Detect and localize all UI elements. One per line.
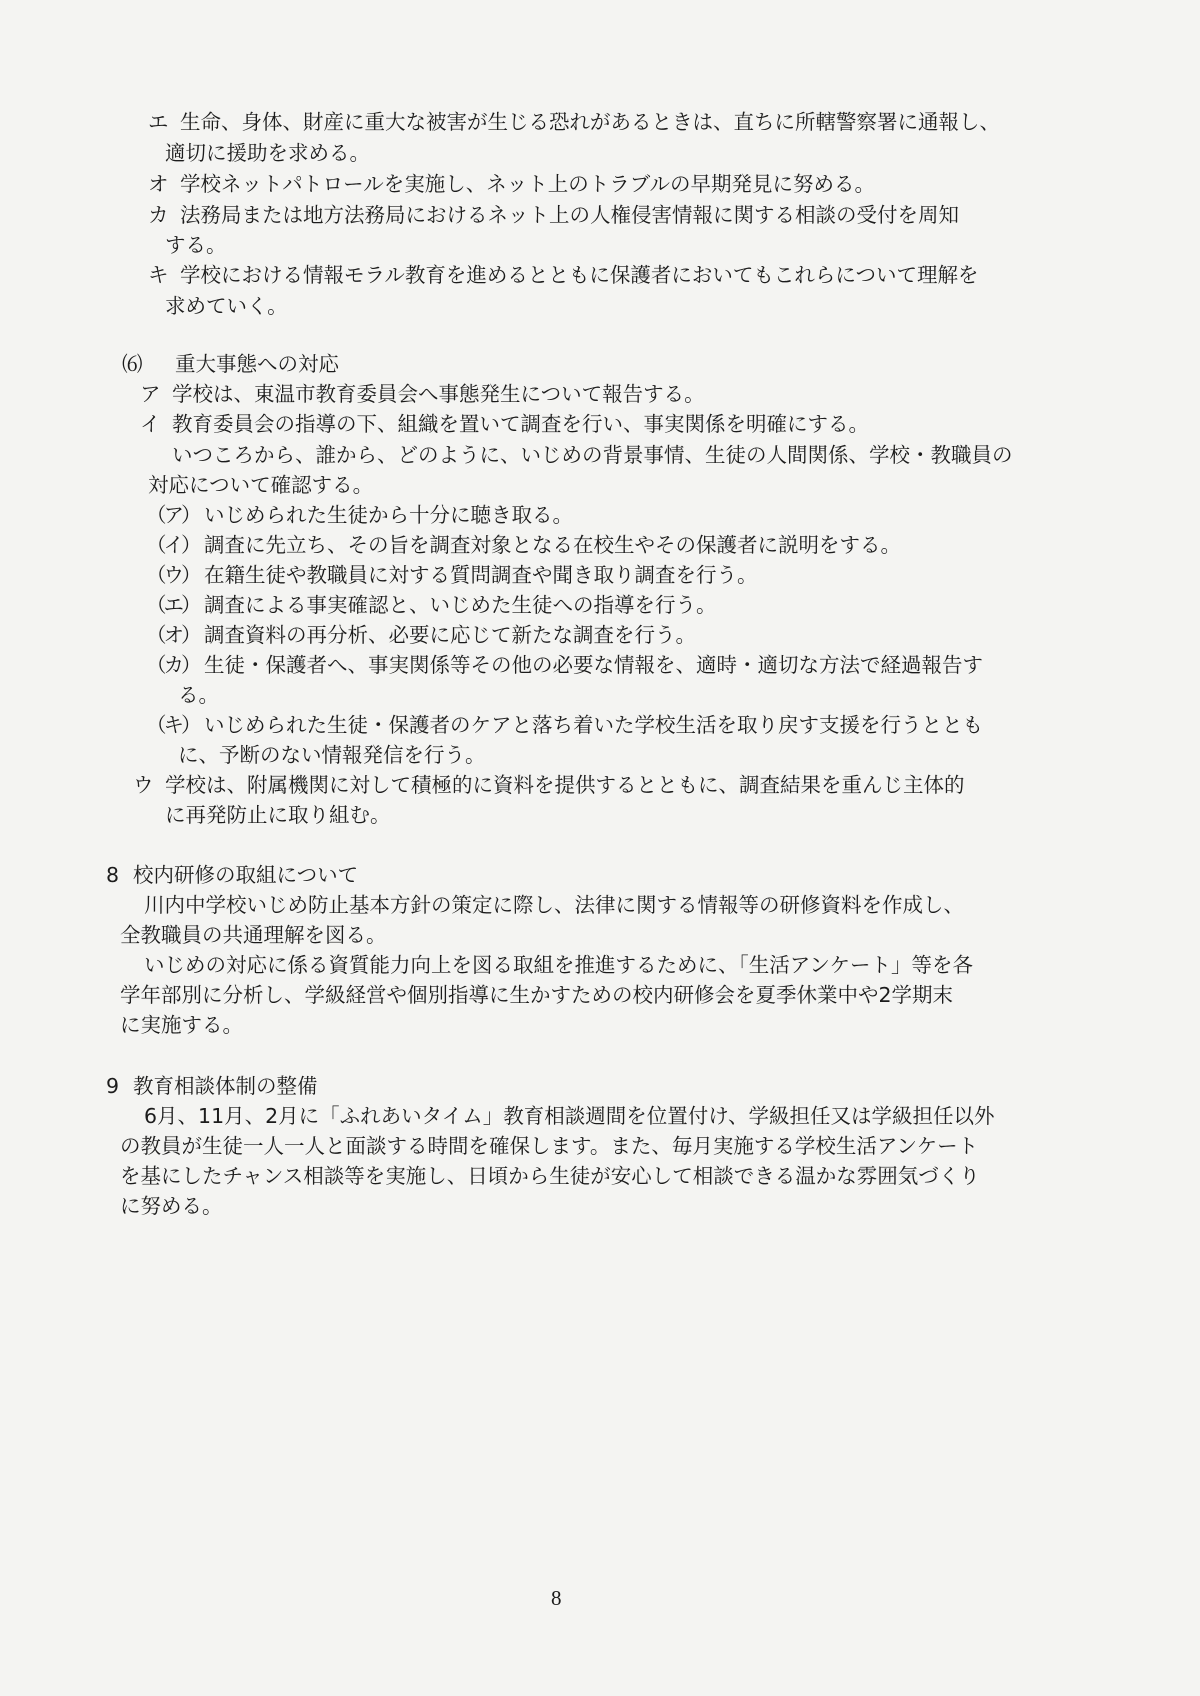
step-text: 調査による事実確認と、いじめた生徒への指導を行う。 (204, 593, 717, 617)
item-text-ki-cont: 求めていく。 (165, 294, 288, 318)
section-heading: 重大事態への対応 (175, 352, 339, 376)
item-marker-ka: カ (148, 203, 169, 227)
step-text: いじめられた生徒・保護者のケアと落ち着いた学校生活を取り戻す支援を行うととも (204, 713, 983, 737)
step-text-cont: る。 (178, 683, 219, 707)
item-marker-u: ウ (133, 773, 154, 797)
step-text: 在籍生徒や教職員に対する質問調査や聞き取り調査を行う。 (204, 563, 758, 587)
investigation-note-cont: 対応について確認する。 (148, 473, 374, 497)
paragraph-line: の教員が生徒一人一人と面談する時間を確保します。また、毎月実施する学校生活アンケート (120, 1134, 979, 1158)
step-text: 生徒・保護者へ、事実関係等その他の必要な情報を、適時・適切な方法で経過報告す (204, 653, 983, 677)
section-heading: 校内研修の取組について (133, 863, 359, 887)
item-text-ki: 学校における情報モラル教育を進めるとともに保護者においてもこれらについて理解を (180, 263, 979, 287)
item-text-e-cont: 適切に援助を求める。 (165, 141, 370, 165)
item-text-i: 教育委員会の指導の下、組織を置いて調査を行い、事実関係を明確にする。 (172, 412, 869, 436)
item-text-ka-cont: する。 (165, 233, 227, 257)
step-marker: （ウ） (146, 563, 199, 587)
paragraph-line: 川内中学校いじめ防止基本方針の策定に際し、法律に関する情報等の研修資料を作成し、 (144, 893, 964, 917)
item-marker-e: エ (148, 110, 169, 134)
section-number: 8 (106, 863, 120, 887)
item-text-u: 学校は、附属機関に対して積極的に資料を提供するとともに、調査結果を重んじ主体的 (165, 773, 965, 797)
step-marker: （エ） (146, 593, 199, 617)
step-text-cont: に、予断のない情報発信を行う。 (178, 743, 486, 767)
paragraph-line: に実施する。 (120, 1013, 243, 1037)
paragraph-line: 学年部別に分析し、学級経営や個別指導に生かすための校内研修会を夏季休業中や2学期末 (120, 983, 954, 1007)
item-text-e: 生命、身体、財産に重大な被害が生じる恐れがあるときは、直ちに所轄警察署に通報し、 (180, 110, 1000, 134)
step-text: 調査資料の再分析、必要に応じて新たな調査を行う。 (204, 623, 696, 647)
paragraph-line: を基にしたチャンス相談等を実施し、日頃から生徒が安心して相談できる温かな雰囲気づくり (120, 1164, 980, 1188)
section-number: 9 (106, 1074, 120, 1098)
item-marker-a: ア (140, 382, 161, 406)
step-marker: （イ） (146, 533, 199, 557)
item-text-u-cont: に再発防止に取り組む。 (165, 803, 391, 827)
step-marker: （キ） (146, 713, 199, 737)
item-text-ka: 法務局または地方法務局におけるネット上の人権侵害情報に関する相談の受付を周知 (180, 203, 959, 227)
item-text-a: 学校は、東温市教育委員会へ事態発生について報告する。 (172, 382, 705, 406)
page-number: 8 (551, 1586, 562, 1610)
step-text: 調査に先立ち、その旨を調査対象となる在校生やその保護者に説明をする。 (204, 533, 901, 557)
step-marker: （オ） (146, 623, 199, 647)
item-marker-ki: キ (148, 263, 169, 287)
section-heading: 教育相談体制の整備 (133, 1074, 318, 1098)
item-marker-o: オ (148, 172, 169, 196)
step-marker: （ア） (146, 503, 199, 527)
paragraph-line: 6月、11月、2月に「ふれあいタイム」教育相談週間を位置付け、学級担任又は学級担任以外 (144, 1104, 995, 1128)
item-text-o: 学校ネットパトロールを実施し、ネット上のトラブルの早期発見に努める。 (180, 172, 875, 196)
paragraph-line: に努める。 (120, 1194, 223, 1218)
paragraph-line: いじめの対応に係る資質能力向上を図る取組を推進するために、「生活アンケート」等を各 (144, 953, 974, 977)
item-marker-i: イ (140, 412, 161, 436)
step-marker: （カ） (146, 653, 199, 677)
section-number: ⑹ (122, 352, 143, 376)
paragraph-line: 全教職員の共通理解を図る。 (120, 923, 387, 947)
investigation-note: いつころから、誰から、どのように、いじめの背景事情、生徒の人間関係、学校・教職員の (172, 443, 1013, 467)
step-text: いじめられた生徒から十分に聴き取る。 (204, 503, 573, 527)
